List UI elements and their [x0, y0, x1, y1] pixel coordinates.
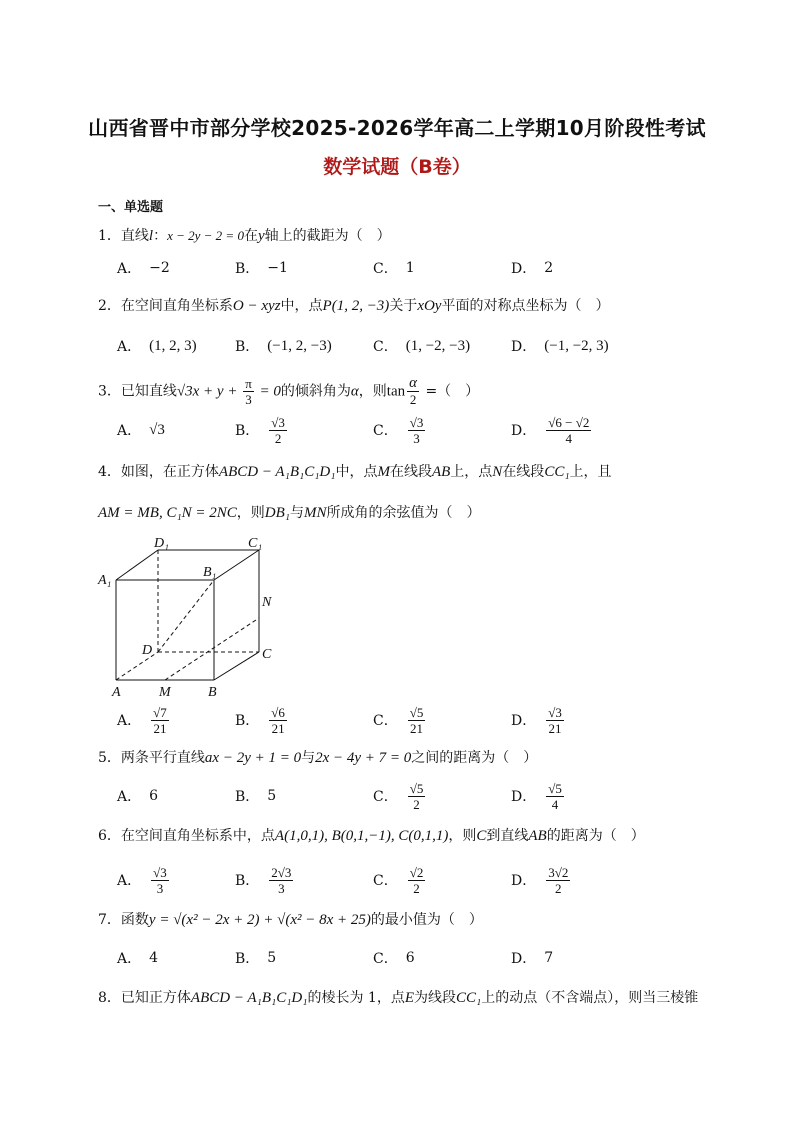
label-a1: A₁	[98, 573, 112, 588]
cube-figure	[96, 534, 296, 700]
stem-text: 1．直线	[98, 228, 149, 244]
question-4-stem: 4．如图，在正方体ABCD − A₁B₁C₁D₁中，点M在线段AB上，点N在线段CC₁上，且	[98, 464, 612, 480]
option-b[interactable]: B． $\frac{√6}{21}$	[235, 704, 285, 736]
option-a[interactable]: A． 6	[117, 788, 159, 805]
option-b[interactable]: B． $\frac{√3}{2}$	[235, 414, 285, 446]
math-expr: O − xyz	[232, 298, 281, 314]
option-b[interactable]: B． (−1, 2, −3)	[235, 337, 332, 355]
label-c1: C₁	[248, 536, 263, 551]
option-d[interactable]: D． $\frac{3√2}{2}$	[511, 864, 569, 896]
option-c[interactable]: C． $\frac{√5}{2}$	[373, 780, 424, 812]
stem-text: 在	[243, 228, 258, 244]
option-a[interactable]: A． (1, 2, 3)	[117, 337, 197, 355]
label-b: B	[208, 685, 217, 700]
label-m: M	[159, 685, 171, 700]
segment-mn	[165, 618, 259, 680]
option-c[interactable]: C． $\frac{√5}{21}$	[373, 704, 424, 736]
question-6-options	[117, 860, 717, 900]
page-subtitle: 数学试题（B卷）	[323, 156, 471, 178]
question-8-stem: 8．已知正方体ABCD − A₁B₁C₁D₁的棱长为 1，点E为线段CC₁上的动点（不含端点），则当三棱锥	[98, 990, 699, 1006]
question-7-stem: 7．函数y = √(x² − 2x + 2) + √(x² − 8x + 25)的最小值为（ ）	[98, 912, 483, 928]
option-b[interactable]: B． 5	[235, 950, 277, 967]
question-5-options	[117, 776, 717, 816]
stem-text: ：	[153, 228, 168, 244]
fraction: $\frac{\pi}{3}$	[245, 376, 252, 407]
question-2-stem: 2．在空间直角坐标系O − xyz中，点P(1, 2, −3)关于xOy平面的对称点坐标为（ ）	[98, 298, 610, 314]
question-5-stem: 5．两条平行直线ax − 2y + 1 = 0与2x − 4y + 7 = 0之间的距离为（ ）	[98, 750, 538, 766]
option-c[interactable]: C． 6	[373, 950, 415, 967]
option-d[interactable]: D． $\frac{√6 - √2}{4}$	[511, 414, 590, 446]
option-d[interactable]: D． (−1, −2, 3)	[511, 337, 609, 355]
label-a: A	[112, 685, 121, 700]
label-b1: B₁	[203, 565, 217, 580]
label-c: C	[262, 647, 272, 662]
option-c[interactable]: C． 1	[373, 260, 415, 277]
option-a[interactable]: A． √3	[117, 421, 165, 439]
option-d[interactable]: D． 7	[511, 950, 554, 967]
option-a[interactable]: A． −2	[117, 260, 170, 277]
math-expr: xOy	[417, 298, 442, 314]
edge-a1d1	[116, 550, 158, 580]
math-expr: P(1, 2, −3)	[322, 298, 390, 314]
option-d[interactable]: D． 2	[511, 260, 554, 277]
question-3-stem: 3．已知直线√3x + y + $\frac{\pi}{3}$ = 0的倾斜角为α，则tan $\frac{\alpha}{2}$ =（ ）	[98, 375, 480, 407]
math-expr: l	[148, 228, 154, 244]
question-3-options	[117, 410, 717, 450]
option-d[interactable]: D． $\frac{√5}{4}$	[511, 780, 562, 812]
label-d1: D₁	[154, 536, 169, 551]
option-b[interactable]: B． −1	[235, 260, 288, 277]
option-c[interactable]: C． $\frac{√2}{2}$	[373, 864, 424, 896]
math-expr: y	[257, 228, 265, 244]
edge-bc	[214, 652, 259, 680]
question-6-stem: 6．在空间直角坐标系中，点A(1,0,1), B(0,1,−1), C(0,1,1)，则C到直线AB的距离为（ ）	[98, 828, 645, 844]
option-d[interactable]: D． $\frac{√3}{21}$	[511, 704, 562, 736]
option-a[interactable]: A． $\frac{√3}{3}$	[117, 864, 167, 896]
option-c[interactable]: C． $\frac{√3}{3}$	[373, 414, 424, 446]
math-expr: x − 2y − 2 = 0	[167, 228, 244, 243]
option-a[interactable]: A． 4	[117, 950, 159, 967]
section-heading: 一、单选题	[98, 200, 164, 215]
math-expr: √3x + y +	[176, 383, 242, 400]
option-b[interactable]: B． $\frac{2√3}{3}$	[235, 864, 292, 896]
label-d: D	[142, 643, 153, 658]
question-1-options	[117, 248, 717, 288]
page-title: 山西省晋中市部分学校2025-2026学年高二上学期10月阶段性考试	[88, 116, 706, 140]
edge-b1c1	[214, 550, 259, 580]
question-7-options	[117, 938, 717, 978]
option-b[interactable]: B． 5	[235, 788, 277, 805]
option-a[interactable]: A． $\frac{√7}{21}$	[117, 704, 167, 736]
option-c[interactable]: C． (1, −2, −3)	[373, 337, 471, 355]
question-2-options	[117, 326, 717, 366]
segment-db1	[158, 580, 214, 652]
fraction: $\frac{\alpha}{2}$	[409, 375, 417, 407]
stem-text: 轴上的截距为（ ）	[264, 228, 391, 244]
label-n: N	[262, 595, 272, 610]
question-4-stem-line2: AM = MB, C₁N = 2NC，则DB₁与MN所成角的余弦值为（ ）	[98, 505, 481, 521]
question-1-stem	[98, 226, 391, 246]
question-4-options	[117, 700, 717, 740]
